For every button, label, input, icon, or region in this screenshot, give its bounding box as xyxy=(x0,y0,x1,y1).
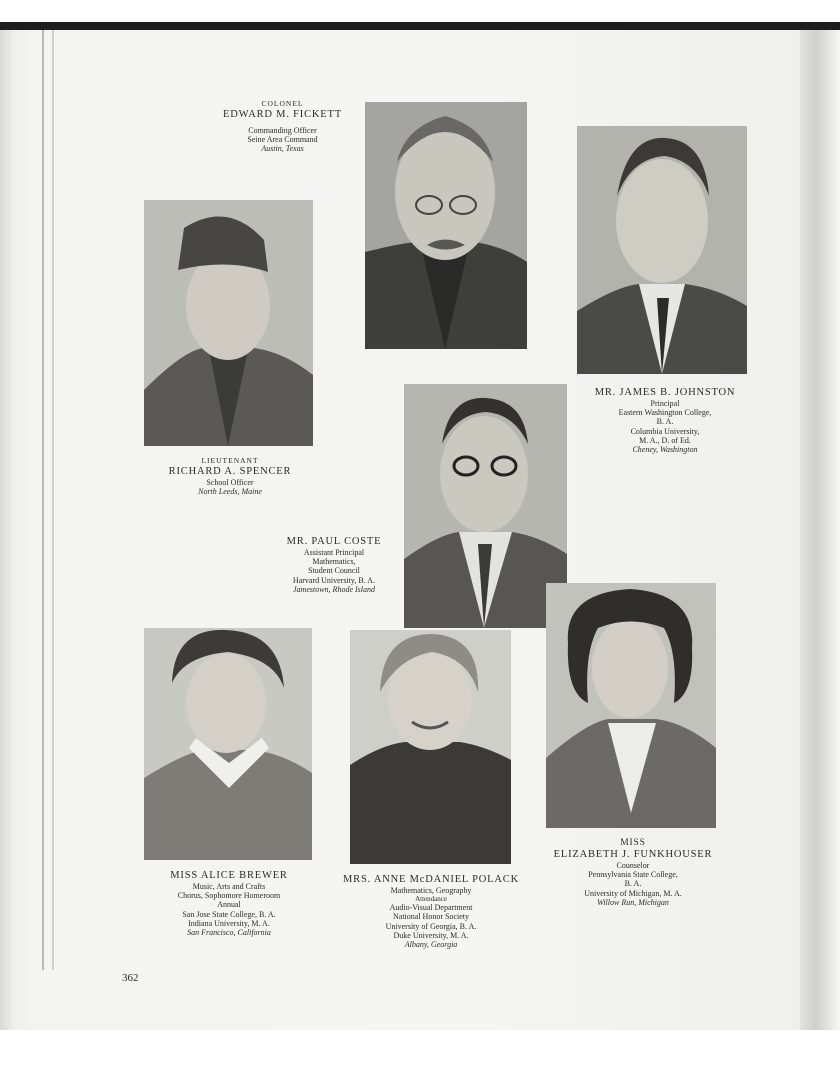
title-label: MISS xyxy=(620,838,646,848)
role-line: Student Council xyxy=(308,566,360,576)
caption-polack xyxy=(336,874,526,949)
role-line: Chorus, Sophomore Homeroom xyxy=(177,891,281,901)
role-line: Mathematics, xyxy=(312,557,356,567)
role-line: B. A. xyxy=(656,417,674,427)
person-name: MISS ALICE BREWER xyxy=(170,870,288,881)
person-name: MR. PAUL COSTE xyxy=(286,536,382,547)
portrait-brewer xyxy=(144,628,312,860)
person-name: MRS. ANNE McDANIEL POLACK xyxy=(343,874,519,885)
role-line: Commanding Officer xyxy=(248,125,317,135)
role-line: University of Georgia, B. A. xyxy=(385,921,477,931)
role-line: Mathematics, Geography xyxy=(390,886,472,896)
portrait-polack xyxy=(350,630,511,864)
portrait-fickett xyxy=(365,102,527,349)
role-line: Annual xyxy=(217,900,241,910)
role-line: Harvard University, B. A. xyxy=(292,575,376,585)
role-line: M. A., D. of Ed. xyxy=(639,435,691,445)
person-name: ELIZABETH J. FUNKHOUSER xyxy=(553,848,713,860)
person-name: EDWARD M. FICKETT xyxy=(223,108,342,120)
role-line: Indiana University, M. A. xyxy=(188,918,270,928)
caption-coste xyxy=(268,536,400,594)
role-line: Eastern Washington College, xyxy=(618,408,712,418)
role-line: Duke University, M. A. xyxy=(393,930,469,940)
role-line: Music, Arts and Crafts xyxy=(192,882,266,892)
caption-johnston xyxy=(580,387,750,454)
hometown: Jamestown, Rhode Island xyxy=(293,584,375,594)
caption-brewer xyxy=(146,870,312,937)
role-line: San Jose State College, B. A. xyxy=(182,909,276,919)
person-name: MR. JAMES B. JOHNSTON xyxy=(594,387,736,398)
role-line: Audio-Visual Department xyxy=(389,903,473,913)
role-line: Principal xyxy=(650,399,680,409)
role-line: Pennsylvania State College, xyxy=(588,870,678,880)
role-line: Seine Area Command xyxy=(247,134,318,144)
role-line: B. A. xyxy=(624,879,642,889)
role-line: University of Michigan, M. A. xyxy=(584,888,682,898)
caption-fickett xyxy=(210,100,355,153)
page-number: 362 xyxy=(122,972,139,984)
role-line: School Officer xyxy=(206,477,254,487)
hometown: Willow Run, Michigan xyxy=(597,897,669,907)
portrait-funkhouser xyxy=(546,583,716,828)
portrait-johnston xyxy=(577,126,747,374)
role-line: Attendance xyxy=(415,895,447,904)
binding-gutter-line xyxy=(52,30,54,970)
hometown: Cheney, Washington xyxy=(632,445,698,454)
caption-funkhouser xyxy=(545,838,721,907)
hometown: North Leeds, Maine xyxy=(198,486,262,496)
role-line: Assistant Principal xyxy=(303,548,365,558)
rank-label: LIEUTENANT xyxy=(201,456,259,465)
portrait-spencer xyxy=(144,200,313,446)
hometown: Austin, Texas xyxy=(261,144,304,154)
rank-label: COLONEL xyxy=(261,99,304,108)
portrait-coste xyxy=(404,384,567,628)
binding-gutter-line xyxy=(42,30,44,970)
role-line: Columbia University, xyxy=(630,426,700,436)
page-right-edge xyxy=(800,30,840,1030)
person-name: RICHARD A. SPENCER xyxy=(168,465,292,477)
scan-top-edge xyxy=(0,22,840,30)
role-line: Counselor xyxy=(616,860,650,870)
role-line: National Honor Society xyxy=(393,912,469,922)
hometown: Albany, Georgia xyxy=(404,940,458,950)
hometown: San Francisco, California xyxy=(187,928,271,937)
caption-spencer xyxy=(150,457,310,496)
